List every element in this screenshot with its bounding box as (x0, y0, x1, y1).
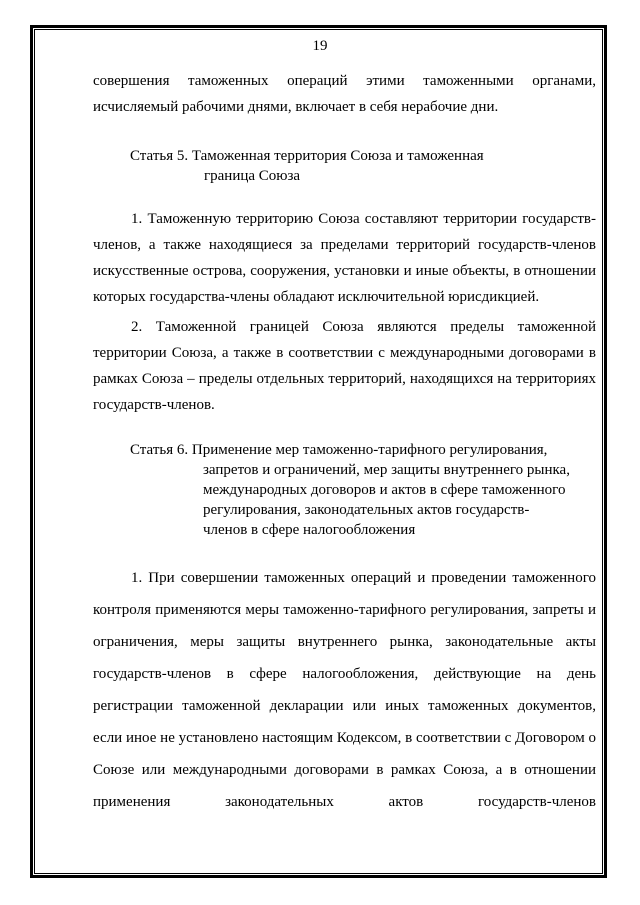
article-6-title-line-4: регулирования, законодательных актов государств- (203, 502, 530, 518)
article-5-paragraph-2: 2. Таможенной границей Союза являются пределы таможенной территории Союза, а также в соответствии с международными договорами в рамках Союза – пределы отдельных территорий, находящихся на территориях государств-членов. (93, 319, 596, 413)
intro-paragraph: совершения таможенных операций этими таможенными органами, исчисляемый рабочими днями, включает в себя нерабочие дни. (93, 73, 596, 115)
article-5-heading (93, 146, 596, 186)
article-6-title-line-5: членов в сфере налогообложения (203, 522, 416, 538)
page-number: 19 (312, 38, 328, 54)
document-body (93, 68, 596, 818)
article-6-paragraph-1: 1. При совершении таможенных операций и проведении таможенного контроля применяются меры таможенно-тарифного регулирования, запреты и ограничения, меры защиты внутреннего рынка, законодательные акты государств-членов в сфере налогообложения, действующие на день регистрации таможенной декларации или иных таможенных документов, если иное не установлено настоящим Кодексом, в соответствии с Договором о Союзе или международными договорами в рамках Союза, а в отношении применения законодательных актов государств-членов (93, 570, 596, 810)
article-6-title-line-2: запретов и ограничений, мер защиты внутреннего рынка, (203, 462, 570, 478)
article-5-title-line-1: Статья 5. Таможенная территория Союза и таможенная (130, 148, 484, 164)
article-6-title-line-3: международных договоров и актов в сфере таможенного (203, 482, 566, 498)
article-5-paragraph-1: 1. Таможенную территорию Союза составляют территории государств-членов, а также находящиеся за пределами территорий государств-членов искусственные острова, сооружения, установки и иные объекты, в отношении которых государства-члены обладают исключительной юрисдикцией. (93, 211, 596, 305)
article-5-title-line-2: граница Союза (204, 168, 301, 184)
article-6-heading (93, 440, 596, 540)
article-6-title-line-1: Статья 6. Применение мер таможенно-тарифного регулирования, (130, 442, 548, 458)
